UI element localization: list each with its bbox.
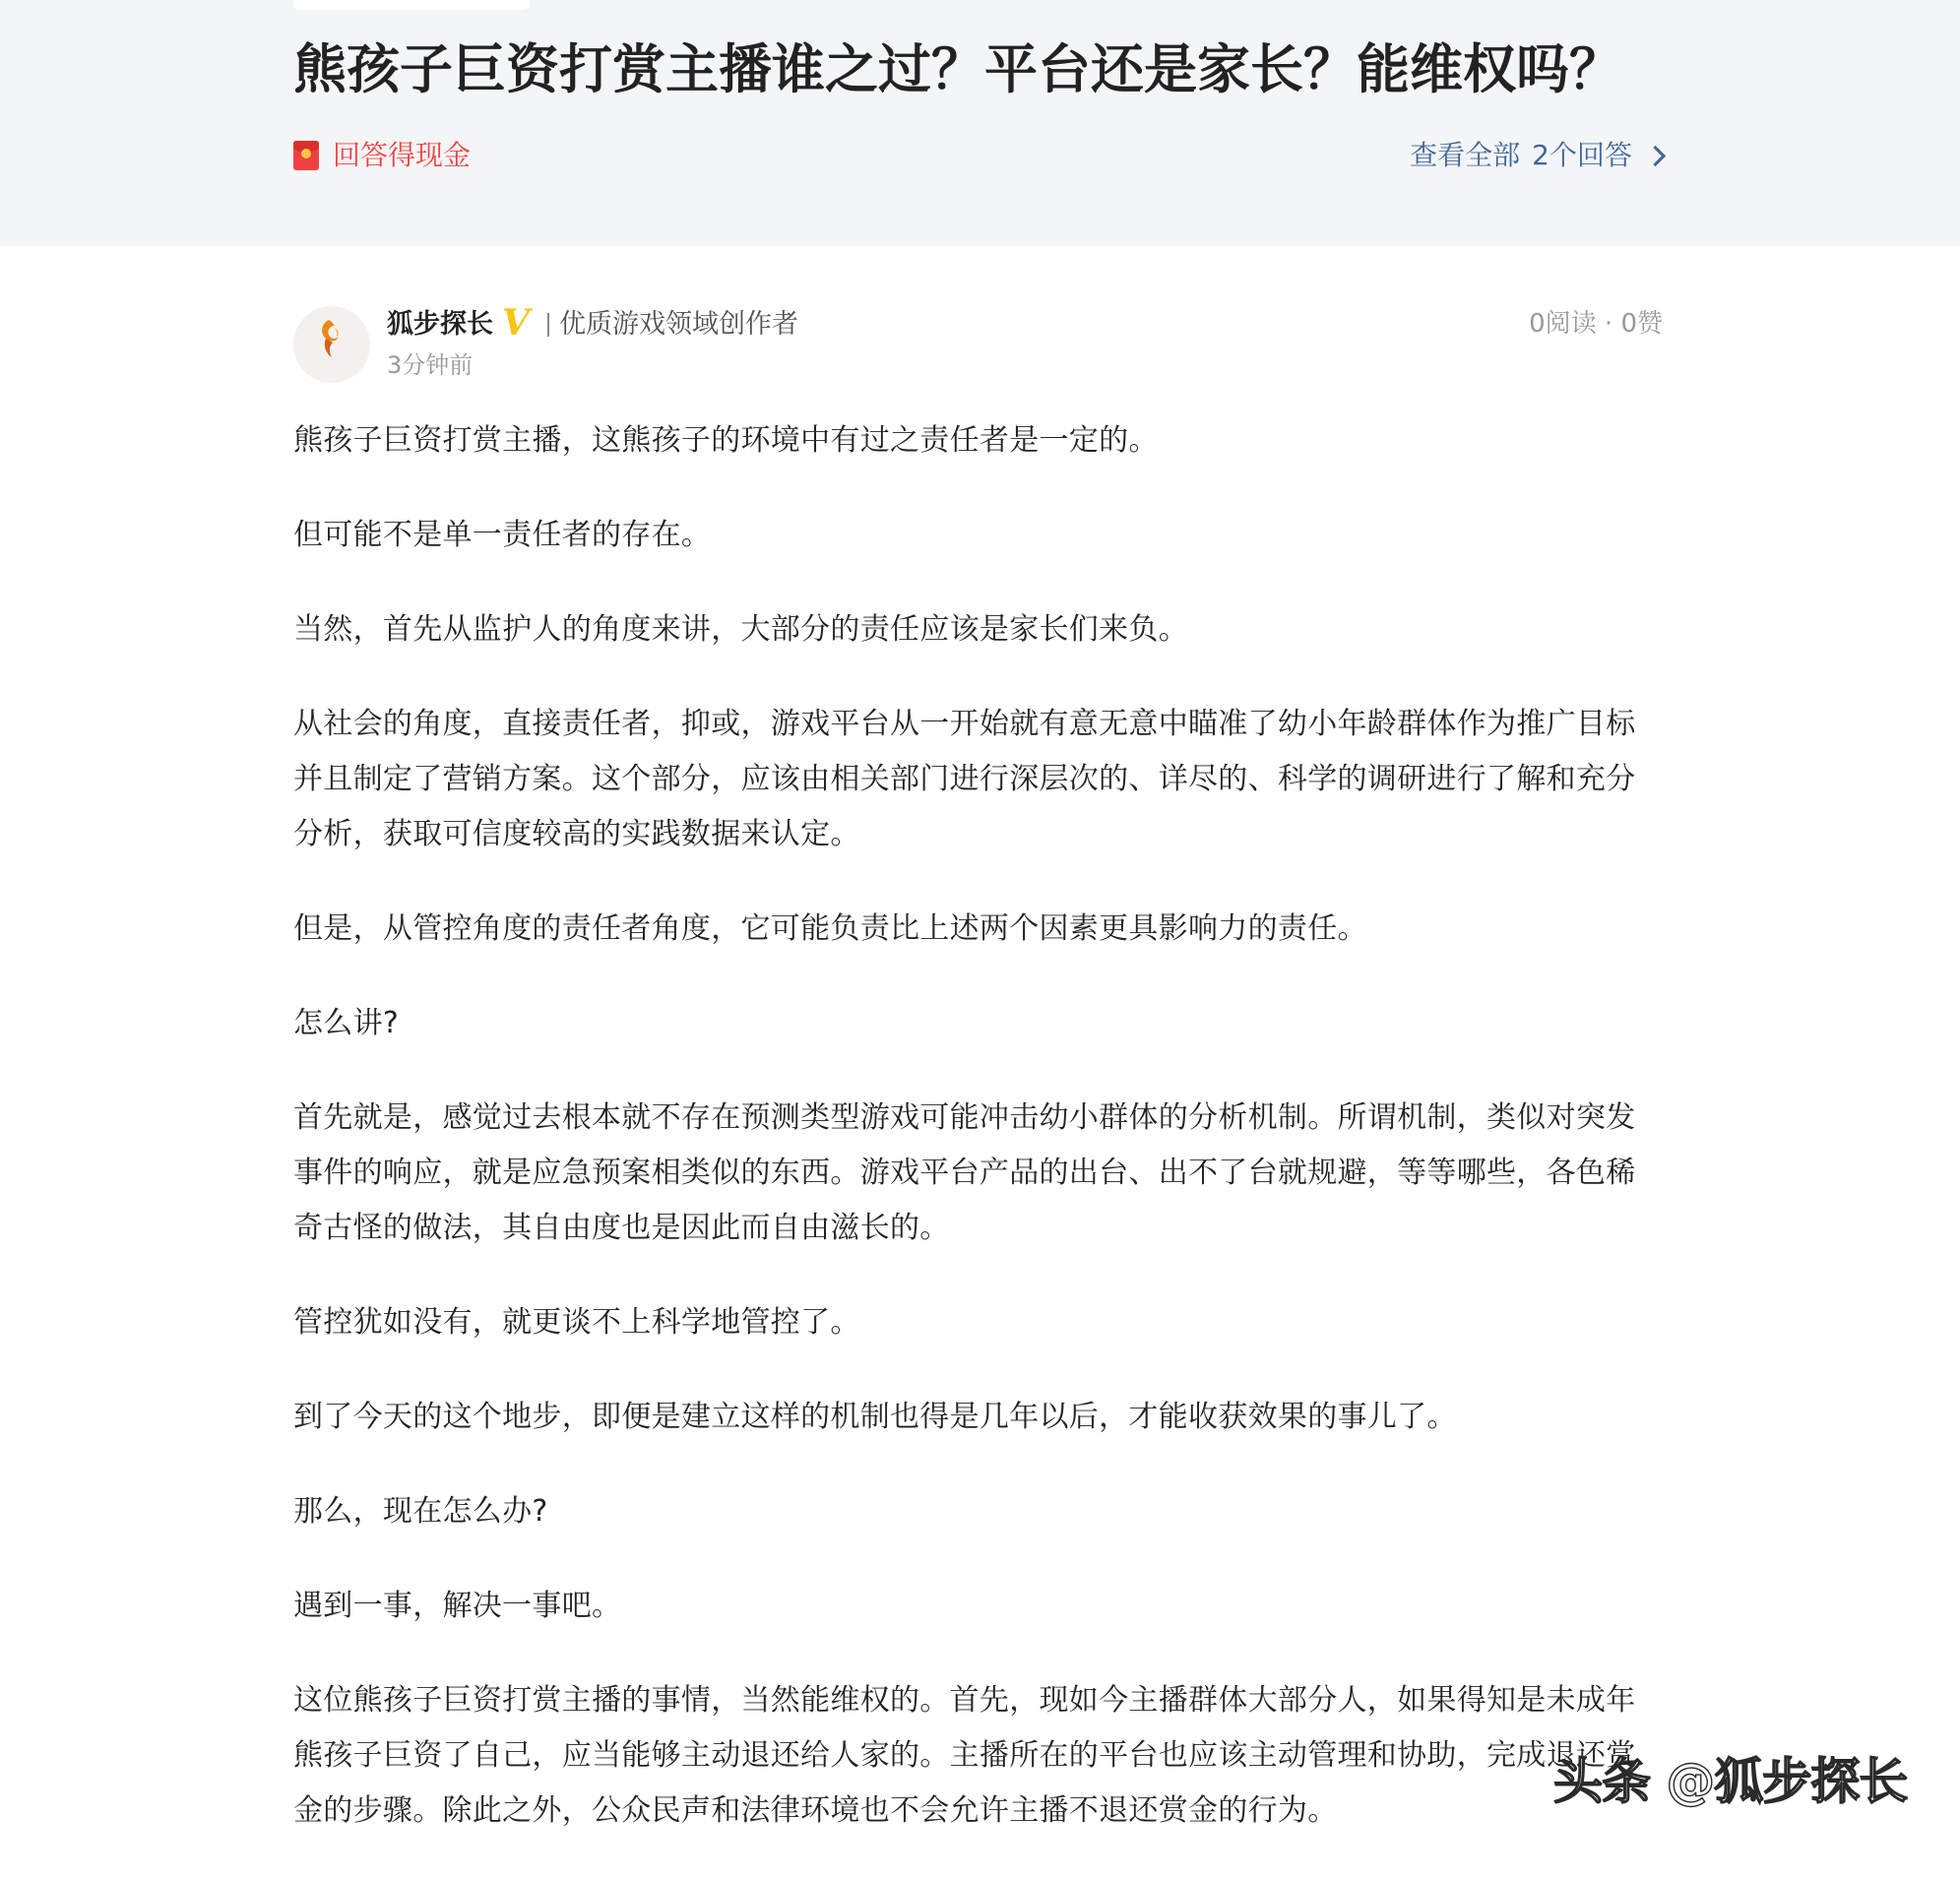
paragraph: 遇到一事，解决一事吧。 bbox=[293, 1589, 622, 1623]
verified-v-icon: V bbox=[502, 302, 530, 344]
question-title: 熊孩子巨资打赏主播谁之过？平台还是家长？能维权吗？ bbox=[293, 38, 1622, 100]
chevron-right-icon bbox=[1645, 145, 1666, 165]
view-all-label: 查看全部 bbox=[1410, 139, 1521, 171]
author-divider bbox=[547, 313, 549, 337]
author-avatar[interactable] bbox=[293, 306, 370, 383]
paragraph: 首先就是，感觉过去根本就不存在预测类型游戏可能冲击幼小群体的分析机制。所谓机制，类似对突发事件的响应，就是应急预案相类似的东西。游戏平台产品的出台、出不了台就规避，等等哪些，各色稀奇古怪的做法，其自由度也是因此而自由滋长的。 bbox=[293, 1100, 1636, 1245]
paragraph: 但可能不是单一责任者的存在。 bbox=[293, 518, 712, 552]
paragraph: 当然，首先从监护人的角度来讲，大部分的责任应该是家长们来负。 bbox=[293, 612, 1188, 647]
paragraph: 从社会的角度，直接责任者，抑或，游戏平台从一开始就有意无意中瞄准了幼小年龄群体作为推广目标并且制定了营销方案。这个部分，应该由相关部门进行深层次的、详尽的、科学的调研进行了解和充分分析，获取可信度较高的实践数据来认定。 bbox=[293, 707, 1636, 851]
watermark: 头条 @狐步探长 bbox=[1553, 1753, 1908, 1810]
fox-logo-icon bbox=[293, 306, 370, 383]
paragraph: 怎么讲? bbox=[293, 1006, 400, 1040]
red-envelope-icon bbox=[293, 141, 319, 170]
view-all-answers-link[interactable] bbox=[1410, 136, 1663, 175]
answer-for-cash-label: 回答得现金 bbox=[333, 139, 472, 171]
author-name[interactable]: 狐步探长 bbox=[387, 309, 493, 340]
paragraph: 熊孩子巨资打赏主播，这熊孩子的环境中有过之责任者是一定的。 bbox=[293, 423, 1159, 458]
answer-for-cash-link[interactable] bbox=[293, 136, 471, 175]
author-title: 优质游戏领域创作者 bbox=[559, 309, 798, 340]
paragraph: 这位熊孩子巨资打赏主播的事情，当然能维权的。首先，现如今主播群体大部分人，如果得知是未成年熊孩子巨资了自己，应当能够主动退还给人家的。主播所在的平台也应该主动管理和协助，完成退还赏金的步骤。除此之外，公众民声和法律环境也不会允许主播不退还赏金的行为。 bbox=[293, 1683, 1636, 1828]
top-tab-stub bbox=[293, 0, 530, 10]
paragraph: 到了今天的这个地步，即便是建立这样的机制也得是几年以后，才能收获效果的事儿了。 bbox=[293, 1400, 1457, 1434]
paragraph: 那么，现在怎么办? bbox=[293, 1494, 548, 1529]
answer-content bbox=[293, 413, 1662, 1878]
answer-count: 2个回答 bbox=[1532, 139, 1632, 171]
post-time: 3分钟前 bbox=[387, 351, 474, 379]
paragraph: 但是，从管控角度的责任者角度，它可能负责比上述两个因素更具影响力的责任。 bbox=[293, 911, 1367, 946]
read-like-stats: 0阅读 · 0赞 bbox=[1529, 309, 1663, 339]
paragraph: 管控犹如没有，就更谈不上科学地管控了。 bbox=[293, 1305, 860, 1340]
